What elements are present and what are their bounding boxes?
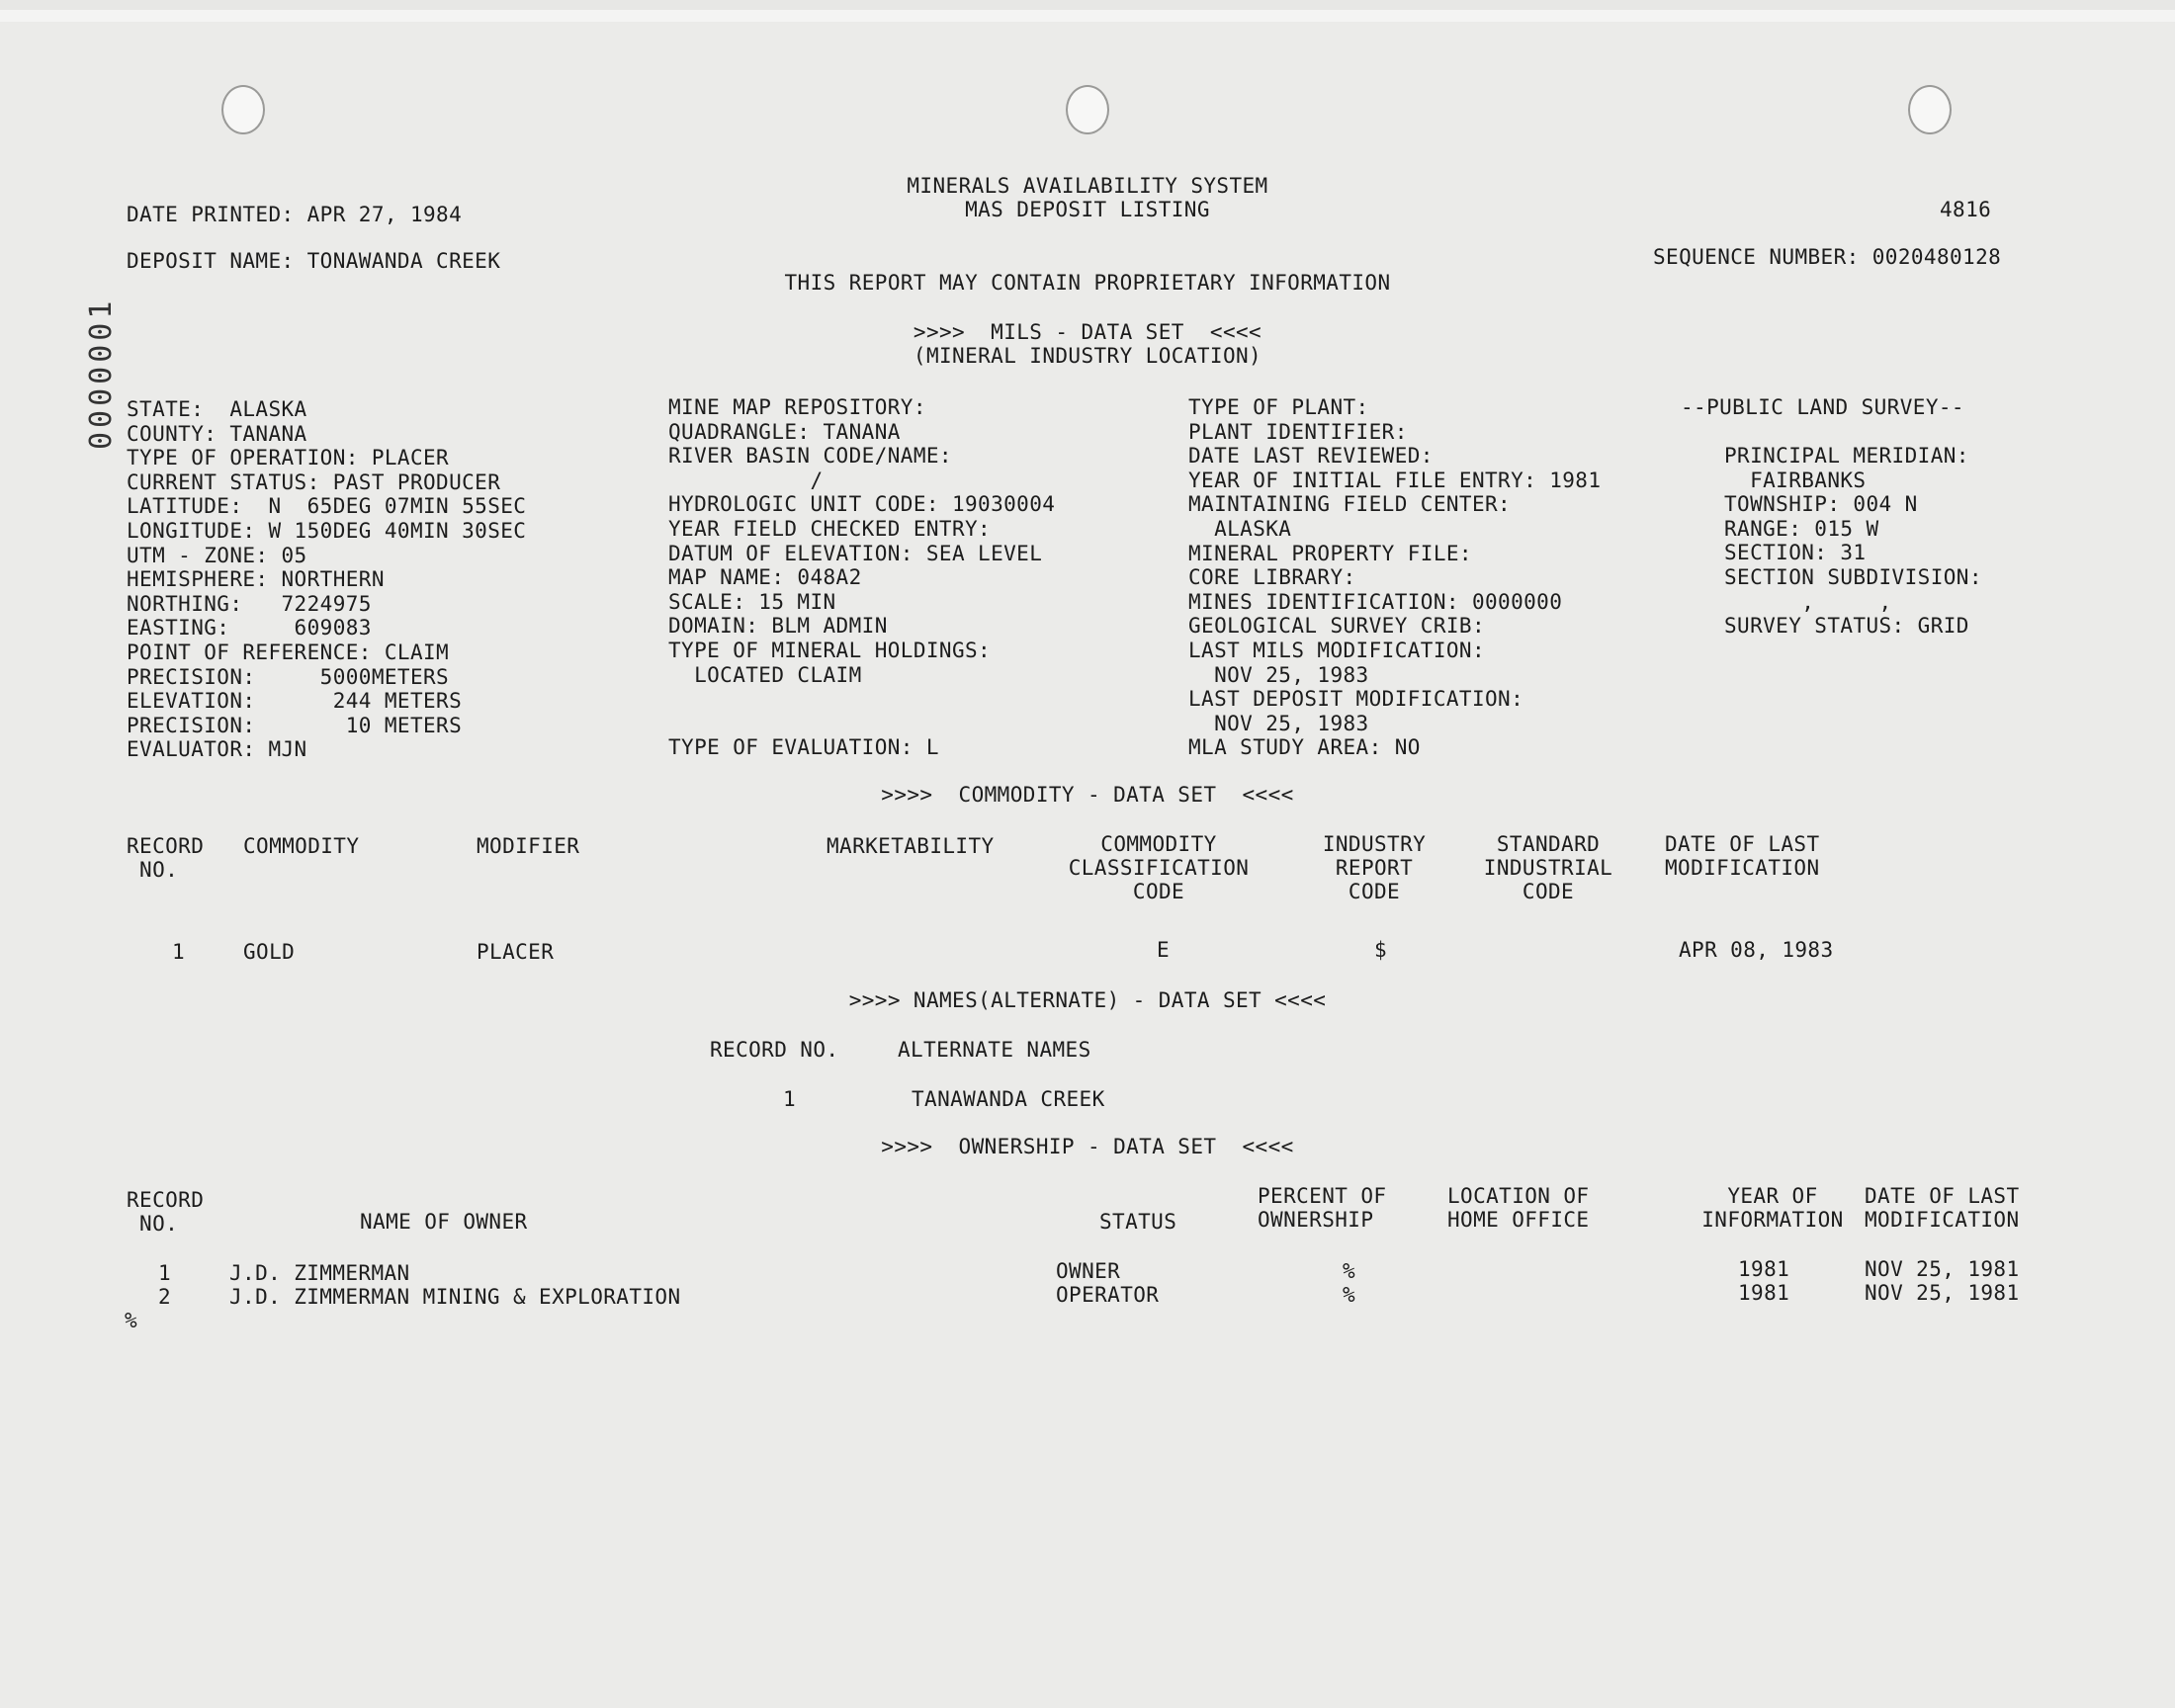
mils-field: EVALUATOR: MJN (127, 737, 307, 762)
sequence-number: SEQUENCE NUMBER: 0020480128 (1653, 245, 2002, 269)
names-cell-name: TANAWANDA CREEK (912, 1087, 1105, 1111)
mils-field: TYPE OF MINERAL HOLDINGS: (668, 639, 992, 662)
mils-field: PRECISION: 10 METERS (127, 713, 463, 737)
commodity-cell-industry: $ (1374, 938, 1388, 962)
ownership-cell-last-mod: NOV 25, 1981 (1865, 1281, 2020, 1305)
ownership-cell-status: OWNER (1056, 1259, 1121, 1283)
ownership-header-location: LOCATION OF HOME OFFICE (1447, 1184, 1590, 1232)
mils-field: LAST MILS MODIFICATION: (1188, 639, 1485, 662)
mils-field: EASTING: 609083 (127, 616, 372, 640)
ownership-cell-year: 1981 (1738, 1257, 1790, 1281)
commodity-cell-modifier: PLACER (477, 940, 555, 964)
ownership-cell-record: 1 (158, 1261, 172, 1285)
mils-field: SURVEY STATUS: GRID (1724, 614, 1969, 639)
mils-field: MAINTAINING FIELD CENTER: (1188, 492, 1512, 517)
mils-field: SECTION: 31 (1724, 541, 1867, 565)
commodity-header-last-mod: DATE OF LAST MODIFICATION (1665, 832, 1820, 880)
proprietary-notice: THIS REPORT MAY CONTAIN PROPRIETARY INFORMATION (784, 271, 1391, 295)
side-stamp-text: 0000001 (84, 297, 119, 450)
ownership-header-last-mod: DATE OF LAST MODIFICATION (1865, 1184, 2020, 1232)
mils-field: POINT OF REFERENCE: CLAIM (127, 640, 450, 664)
commodity-header-modifier: MODIFIER (477, 834, 580, 858)
mils-field: LAST DEPOSIT MODIFICATION: (1188, 687, 1524, 712)
commodity-cell-commodity: GOLD (243, 940, 296, 964)
ownership-header-percent: PERCENT OF OWNERSHIP (1258, 1184, 1387, 1232)
mils-field: YEAR OF INITIAL FILE ENTRY: 1981 (1188, 468, 1602, 492)
mils-field: UTM - ZONE: 05 (127, 543, 307, 567)
mils-field: MAP NAME: 048A2 (668, 565, 862, 590)
commodity-header-marketability: MARKETABILITY (826, 834, 995, 858)
mils-field: CORE LIBRARY: (1188, 565, 1356, 590)
mils-subtitle: (MINERAL INDUSTRY LOCATION) (913, 344, 1262, 368)
system-title: MINERALS AVAILABILITY SYSTEM (907, 174, 1268, 198)
mils-field: MLA STUDY AREA: NO (1188, 735, 1421, 760)
mils-field: NOV 25, 1983 (1188, 711, 1369, 735)
commodity-header-commodity: COMMODITY (243, 834, 360, 858)
mils-field: PRECISION: 5000METERS (127, 664, 450, 689)
names-cell-record: 1 (783, 1087, 797, 1111)
ownership-header-record: RECORD NO. (127, 1188, 205, 1236)
punch-hole-left (221, 85, 265, 134)
mils-field: TYPE OF PLANT: (1188, 395, 1369, 419)
ownership-header-year: YEAR OF INFORMATION (1701, 1184, 1844, 1232)
trailing-percent-mark: % (125, 1309, 138, 1332)
mils-field: QUADRANGLE: TANANA (668, 419, 901, 444)
ownership-title: >>>> OWNERSHIP - DATA SET <<<< (881, 1135, 1294, 1158)
commodity-header-industry: INDUSTRY REPORT CODE (1322, 832, 1427, 903)
mils-field: / (668, 468, 824, 492)
mils-field: RANGE: 015 W (1724, 516, 1879, 541)
punch-hole-center (1066, 85, 1109, 134)
ownership-header-owner: NAME OF OWNER (360, 1210, 528, 1234)
listing-title: MAS DEPOSIT LISTING (965, 198, 1210, 221)
mils-field: MINE MAP REPOSITORY: (668, 395, 926, 419)
mils-field: NORTHING: 7224975 (127, 591, 372, 616)
commodity-cell-classification: E (1157, 938, 1171, 962)
ownership-cell-percent: % (1343, 1283, 1356, 1307)
mils-field: DATE LAST REVIEWED: (1188, 444, 1434, 469)
deposit-name: DEPOSIT NAME: TONAWANDA CREEK (127, 249, 501, 273)
ownership-header-status: STATUS (1099, 1210, 1177, 1234)
side-stamp (57, 252, 119, 450)
commodity-title: >>>> COMMODITY - DATA SET <<<< (881, 783, 1294, 807)
ownership-cell-percent: % (1343, 1259, 1356, 1283)
ownership-cell-year: 1981 (1738, 1281, 1790, 1305)
mils-title: >>>> MILS - DATA SET <<<< (913, 320, 1262, 344)
mils-field: DATUM OF ELEVATION: SEA LEVEL (668, 541, 1043, 565)
ownership-cell-owner: J.D. ZIMMERMAN (229, 1261, 410, 1285)
mils-field: YEAR FIELD CHECKED ENTRY: (668, 517, 992, 541)
names-header-names: ALTERNATE NAMES (898, 1038, 1091, 1062)
ownership-cell-status: OPERATOR (1056, 1283, 1160, 1307)
document-page (0, 10, 2175, 1708)
mils-field: TYPE OF OPERATION: PLACER (127, 446, 450, 470)
names-header-record: RECORD NO. (710, 1038, 839, 1062)
mils-field: HYDROLOGIC UNIT CODE: 19030004 (668, 492, 1056, 517)
mils-field: CURRENT STATUS: PAST PRODUCER (127, 470, 501, 494)
ownership-cell-record: 2 (158, 1285, 172, 1309)
mils-field: PRINCIPAL MERIDIAN: (1724, 444, 1969, 468)
date-printed: DATE PRINTED: APR 27, 1984 (127, 203, 463, 226)
page-number: 4816 (1940, 198, 1992, 221)
mils-field: , , (1724, 589, 1892, 614)
mils-field: LONGITUDE: W 150DEG 40MIN 30SEC (127, 519, 527, 543)
ownership-cell-owner: J.D. ZIMMERMAN MINING & EXPLORATION (229, 1285, 681, 1309)
commodity-header-record: RECORD NO. (127, 834, 205, 882)
mils-field: TOWNSHIP: 004 N (1724, 492, 1918, 517)
mils-field: HEMISPHERE: NORTHERN (127, 567, 385, 592)
mils-field: GEOLOGICAL SURVEY CRIB: (1188, 614, 1485, 639)
top-edge (0, 10, 2175, 22)
names-title: >>>> NAMES(ALTERNATE) - DATA SET <<<< (848, 988, 1327, 1012)
mils-field: LOCATED CLAIM (668, 662, 862, 687)
mils-field: FAIRBANKS (1724, 468, 1867, 492)
mils-field: LATITUDE: N 65DEG 07MIN 55SEC (127, 494, 527, 519)
mils-field: NOV 25, 1983 (1188, 662, 1369, 687)
mils-field: STATE: ALASKA (127, 397, 307, 421)
mils-field: PLANT IDENTIFIER: (1188, 419, 1408, 444)
mils-field: COUNTY: TANANA (127, 421, 307, 446)
commodity-header-classification: COMMODITY CLASSIFICATION CODE (1068, 832, 1250, 903)
commodity-cell-record: 1 (172, 940, 186, 964)
punch-hole-right (1908, 85, 1952, 134)
mils-field: RIVER BASIN CODE/NAME: (668, 444, 952, 469)
ownership-cell-last-mod: NOV 25, 1981 (1865, 1257, 2020, 1281)
commodity-cell-last-mod: APR 08, 1983 (1679, 938, 1834, 962)
mils-field: SECTION SUBDIVISION: (1724, 565, 1982, 589)
commodity-header-sic: STANDARD INDUSTRIAL CODE (1483, 832, 1613, 903)
mils-field: TYPE OF EVALUATION: L (668, 735, 939, 760)
mils-field: MINES IDENTIFICATION: 0000000 (1188, 589, 1563, 614)
mils-field: MINERAL PROPERTY FILE: (1188, 541, 1472, 565)
mils-field: ELEVATION: 244 METERS (127, 689, 463, 714)
mils-field: DOMAIN: BLM ADMIN (668, 614, 888, 639)
mils-field: ALASKA (1188, 517, 1292, 541)
public-land-survey-title: --PUBLIC LAND SURVEY-- (1681, 395, 1964, 419)
mils-field: SCALE: 15 MIN (668, 589, 836, 614)
